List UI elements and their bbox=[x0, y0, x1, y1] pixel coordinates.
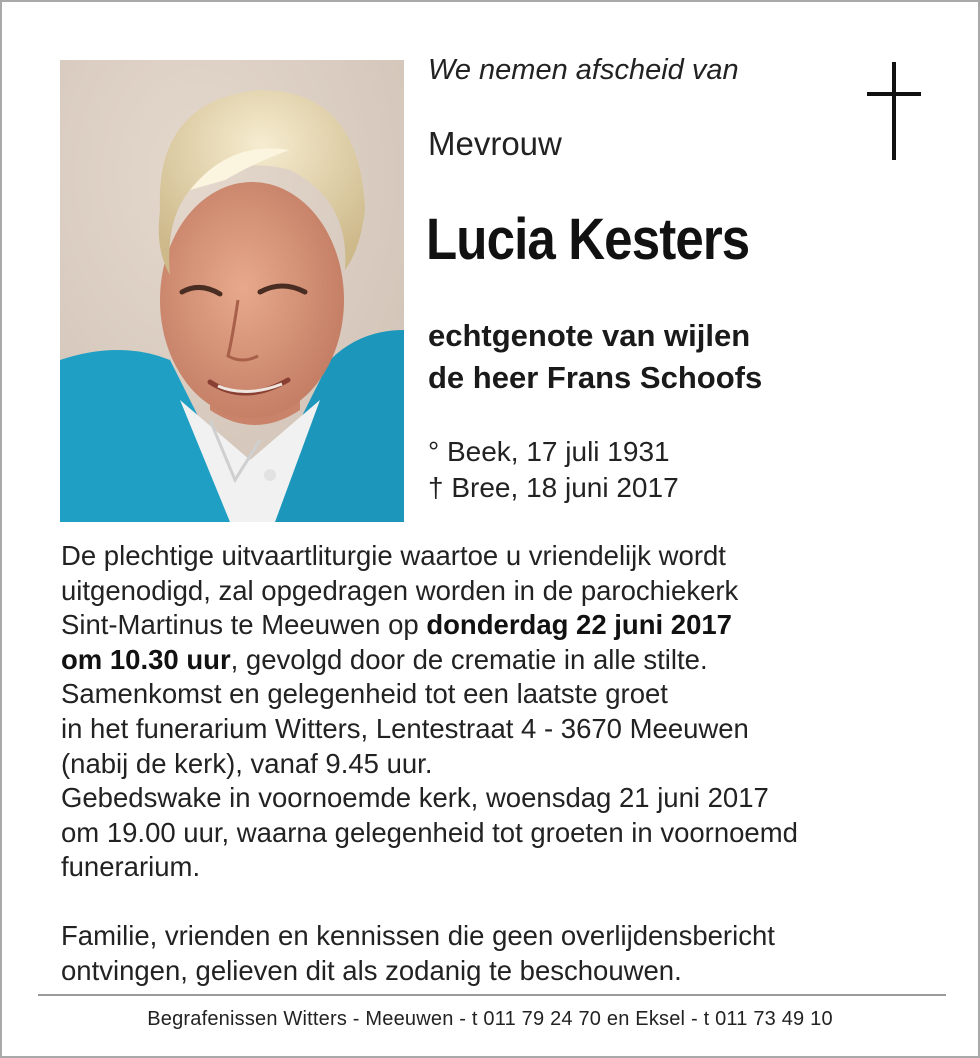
birth-line bbox=[428, 434, 679, 470]
spouse-line-1: echtgenote van wijlen bbox=[428, 318, 751, 353]
intro-text: We nemen afscheid van bbox=[428, 54, 739, 86]
closing-line: ontvingen, gelieven dit als zodanig te beschouwen. bbox=[61, 955, 682, 986]
body-text: , gevolgd door de crematie in alle stilte. bbox=[230, 643, 708, 675]
body-line bbox=[61, 643, 951, 678]
body-line: om 19.00 uur, waarna gelegenheid tot groeten in voornoemd bbox=[61, 816, 798, 848]
death-symbol: † bbox=[428, 472, 444, 503]
birth-symbol: ° bbox=[428, 436, 440, 467]
service-details bbox=[61, 539, 951, 885]
portrait-photo bbox=[60, 60, 404, 522]
spouse-line-2: de heer Frans Schoofs bbox=[428, 360, 763, 395]
body-line: funerarium. bbox=[61, 851, 201, 883]
spouse-info bbox=[428, 315, 762, 399]
service-date: donderdag 22 juni 2017 bbox=[426, 609, 732, 641]
body-line: (nabij de kerk), vanaf 9.45 uur. bbox=[61, 747, 433, 779]
life-dates bbox=[428, 434, 679, 506]
closing-notice bbox=[61, 918, 775, 988]
birth-date: Beek, 17 juli 1931 bbox=[446, 436, 670, 467]
body-line bbox=[61, 608, 951, 643]
cross-icon bbox=[864, 62, 924, 160]
service-time: om 10.30 uur bbox=[61, 643, 231, 675]
body-line: De plechtige uitvaartliturgie waartoe u vriendelijk wordt bbox=[61, 540, 726, 571]
body-text: Sint-Martinus te Meeuwen op bbox=[61, 609, 427, 641]
funeral-home-footer: Begrafenissen Witters - Meeuwen - t 011 79 24 70 en Eksel - t 011 73 49 10 bbox=[147, 1008, 833, 1030]
body-line: uitgenodigd, zal opgedragen worden in de parochiekerk bbox=[61, 574, 739, 606]
death-date: Bree, 18 juni 2017 bbox=[451, 472, 679, 503]
divider bbox=[38, 994, 946, 996]
closing-line: Familie, vrienden en kennissen die geen overlijdensbericht bbox=[61, 920, 775, 951]
death-line bbox=[428, 470, 679, 506]
body-line: Samenkomst en gelegenheid tot een laatste groet bbox=[61, 678, 668, 710]
deceased-name: Lucia Kesters bbox=[426, 207, 750, 272]
body-line: Gebedswake in voornoemde kerk, woensdag 21 juni 2017 bbox=[61, 782, 769, 814]
honorific: Mevrouw bbox=[428, 125, 562, 162]
body-line: in het funerarium Witters, Lentestraat 4 - 3670 Meeuwen bbox=[61, 712, 749, 744]
